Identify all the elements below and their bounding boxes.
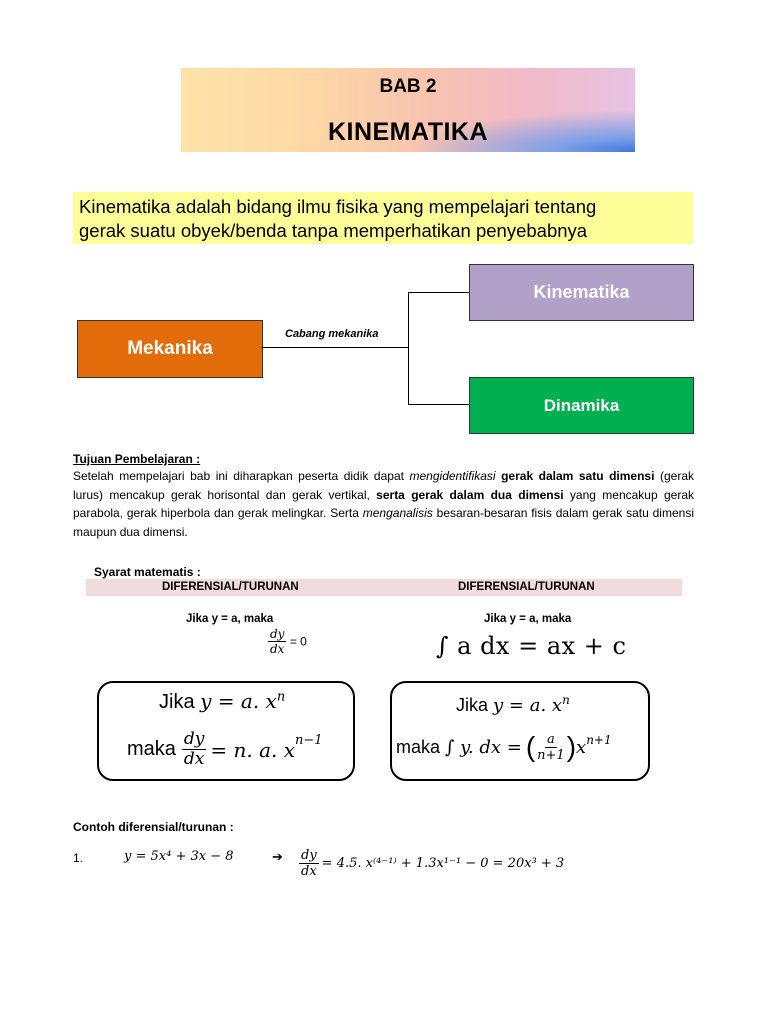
dy-dx-fraction bbox=[182, 731, 207, 768]
objectives-bold: gerak dalam satu dimensi bbox=[495, 469, 655, 483]
node-dinamika: Dinamika bbox=[469, 377, 694, 434]
derivative-line-2 bbox=[127, 731, 323, 768]
connector-vertical bbox=[408, 292, 409, 404]
jika-word: Jika bbox=[159, 691, 195, 713]
derivative-line-1 bbox=[159, 689, 285, 714]
right-condition: Jika y = a, maka bbox=[484, 613, 572, 625]
connector-bottom bbox=[408, 404, 469, 405]
fraction-numerator: dy bbox=[301, 848, 317, 863]
dy-dx-fraction bbox=[299, 849, 319, 878]
column-header-right: DIFERENSIAL/TURUNAN bbox=[458, 581, 595, 593]
integral-line-2 bbox=[396, 731, 612, 763]
integral-formula-box bbox=[390, 681, 650, 781]
maka-word: maka bbox=[127, 738, 176, 760]
fraction-numerator: dy bbox=[183, 729, 205, 749]
column-header-left: DIFERENSIAL/TURUNAN bbox=[162, 581, 299, 593]
example-derivative: = 4.5. x⁽⁴⁻¹⁾ + 1.3x¹⁻¹ − 0 = 20x³ + 3 bbox=[321, 856, 565, 871]
edge-label: Cabang mekanika bbox=[285, 328, 379, 340]
definition-line-1: Kinematika adalah bidang ilmu fisika yang mempelajari tentang bbox=[79, 196, 597, 217]
fraction-denominator: dx bbox=[301, 864, 317, 879]
x-variable: x bbox=[576, 736, 587, 758]
math-requirements-title: Syarat matematis : bbox=[94, 565, 201, 579]
exponent-n-plus-1: n+1 bbox=[586, 733, 612, 747]
derivative-formula-box bbox=[97, 681, 355, 781]
power-expression: y = a. x bbox=[200, 689, 277, 713]
example-result bbox=[299, 849, 564, 878]
node-mekanika: Mekanika bbox=[77, 320, 263, 378]
fraction-denominator: dx bbox=[270, 642, 285, 656]
integral-line-1 bbox=[456, 693, 570, 716]
right-integral-formula: ∫ a dx = ax + c bbox=[436, 632, 627, 660]
objectives-emphasis: mengidentifikasi bbox=[409, 469, 496, 483]
definition-box bbox=[73, 192, 693, 244]
objectives-title: Tujuan Pembelajaran : bbox=[73, 452, 201, 466]
fraction-numerator: a bbox=[547, 731, 555, 747]
connector-horizontal bbox=[261, 347, 408, 348]
exponent-n-minus-1: n−1 bbox=[295, 733, 323, 748]
objectives-emphasis: menganalisis bbox=[362, 506, 433, 520]
dy-dx-fraction bbox=[268, 628, 286, 655]
fraction-denominator: n+1 bbox=[537, 747, 565, 763]
left-paren: ( bbox=[525, 731, 536, 762]
left-condition: Jika y = a, maka bbox=[186, 613, 274, 625]
arrow-icon: ➔ bbox=[272, 849, 283, 864]
chapter-banner bbox=[181, 68, 635, 152]
objectives-text: besaran-besaran fisis dalam gerak satu dimensi maupun dua dimensi. bbox=[73, 506, 694, 539]
fraction-numerator: dy bbox=[270, 627, 285, 641]
jika-word: Jika bbox=[456, 695, 489, 715]
zero-result: = 0 bbox=[289, 634, 307, 649]
integral-expression: ∫ y. dx = bbox=[445, 736, 522, 758]
exponent-n: n bbox=[562, 693, 570, 707]
derivative-expression: = n. a. x bbox=[210, 737, 296, 762]
fraction-denominator: dx bbox=[183, 749, 205, 769]
objectives-text: (gerak lurus) mencakup gerak horisontal dan gerak vertikal, bbox=[73, 469, 695, 502]
objectives-text: Setelah mempelajari bab ini diharapkan peserta didik dapat bbox=[73, 469, 410, 483]
exponent-n: n bbox=[276, 689, 286, 705]
chapter-number: BAB 2 bbox=[379, 76, 437, 97]
objectives-bold: serta gerak dalam dua dimensi bbox=[376, 487, 564, 502]
maka-word: maka bbox=[396, 736, 441, 757]
node-kinematika: Kinematika bbox=[469, 264, 694, 321]
left-derivative-result bbox=[268, 628, 307, 655]
definition-line-2: gerak suatu obyek/benda tanpa memperhatikan penyebabnya bbox=[79, 220, 588, 241]
chapter-title: KINEMATIKA bbox=[327, 118, 489, 146]
connector-top bbox=[408, 292, 469, 293]
example-number: 1. bbox=[73, 851, 84, 865]
example-equation: y = 5x⁴ + 3x − 8 bbox=[124, 849, 234, 864]
examples-title: Contoh diferensial/turunan : bbox=[73, 820, 234, 834]
objectives-paragraph bbox=[73, 467, 694, 541]
objectives-text: yang mencakup gerak parabola, gerak hiperbola dan gerak melingkar. Serta bbox=[73, 487, 695, 520]
a-over-n-plus-1-fraction bbox=[535, 733, 567, 762]
right-paren: ) bbox=[566, 731, 577, 762]
power-expression: y = a. x bbox=[493, 695, 563, 716]
